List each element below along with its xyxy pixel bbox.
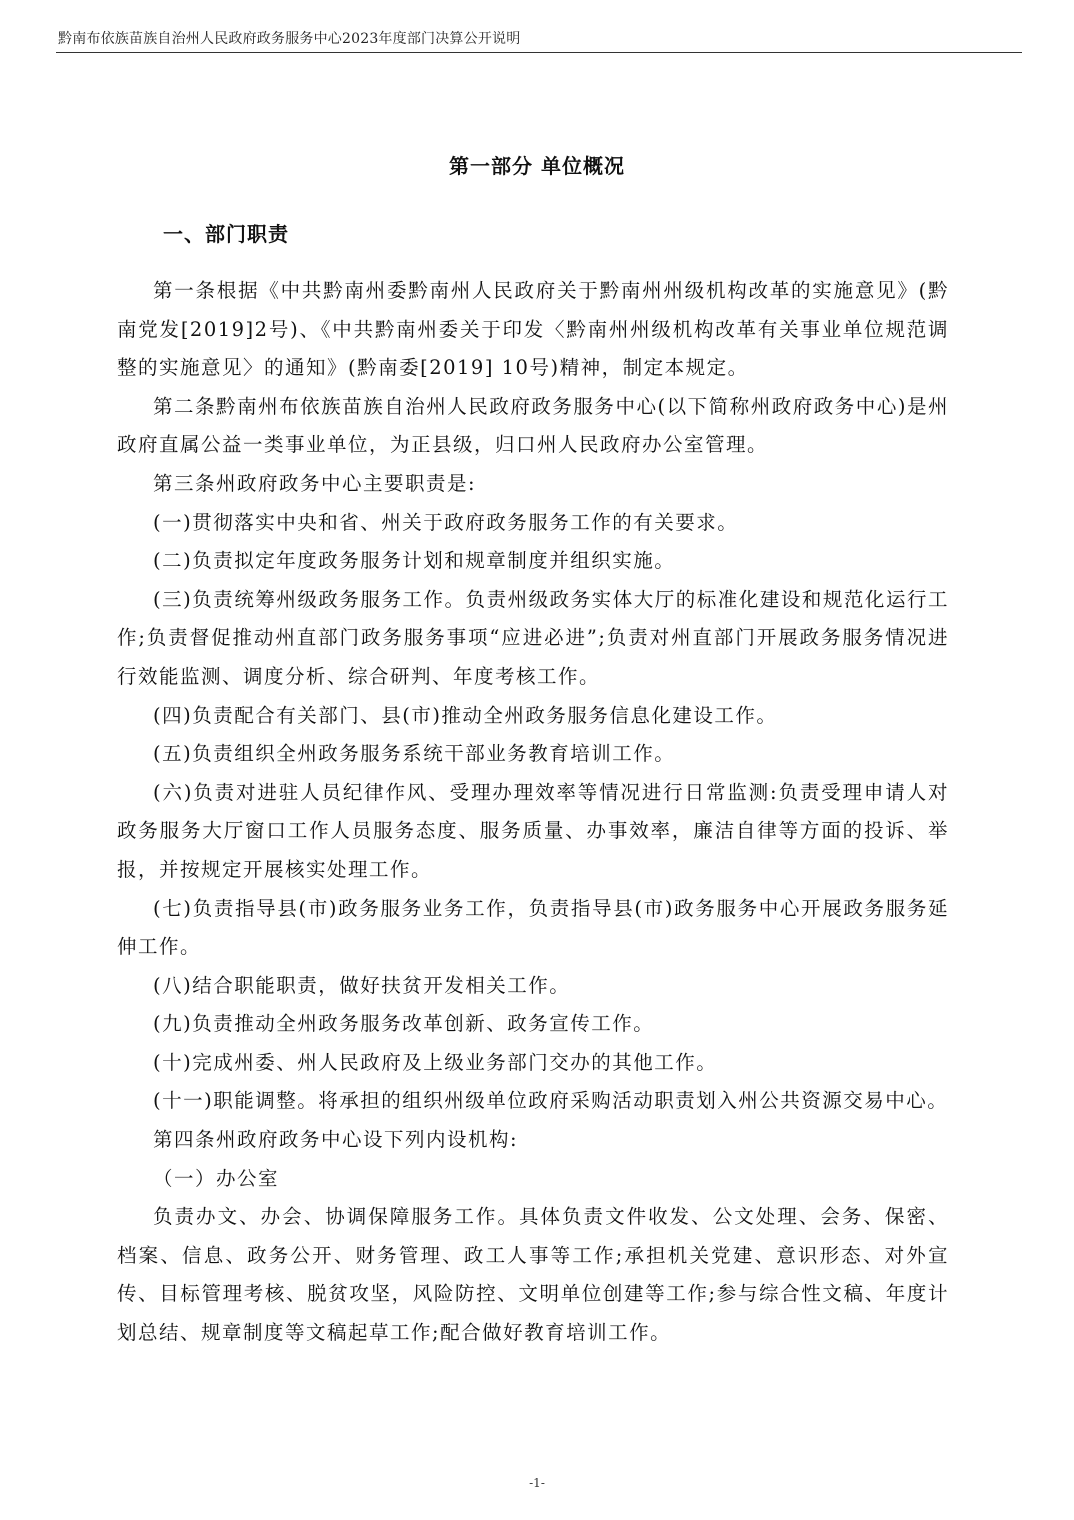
paragraph-duty-4: (四)负责配合有关部门、县(市)推动全州政务服务信息化建设工作。	[153, 703, 778, 727]
paragraph-duty-8: (八)结合职能职责，做好扶贫开发相关工作。	[153, 973, 571, 997]
section-heading: 一、部门职责	[163, 222, 289, 246]
body-text	[117, 272, 949, 1353]
part-title: 第一部分 单位概况	[449, 154, 625, 178]
paragraph-office-heading: （一）办公室	[153, 1166, 280, 1190]
paragraph-duty-10: (十)完成州委、州人民政府及上级业务部门交办的其他工作。	[153, 1050, 718, 1074]
paragraph-duty-6: (六)负责对进驻人员纪律作风、受理办理效率等情况进行日常监测:负责受理申请人对政务服务大厅窗口工作人员服务态度、服务质量、办事效率，廉洁自律等方面的投诉、举报，并按规定开展核实处理工作。	[117, 780, 949, 881]
paragraph-duty-5: (五)负责组织全州政务服务系统干部业务教育培训工作。	[153, 742, 676, 766]
paragraph-duty-1: (一)贯彻落实中央和省、州关于政府政务服务工作的有关要求。	[153, 510, 739, 534]
paragraph-duty-9: (九)负责推动全州政务服务改革创新、政务宣传工作。	[153, 1012, 655, 1036]
paragraph-office-duties: 负责办文、办会、协调保障服务工作。具体负责文件收发、公文处理、会务、保密、档案、信息、政务公开、财务管理、政工人事等工作;承担机关党建、意识形态、对外宣传、目标管理考核、脱贫攻坚，风险防控、文明单位创建等工作;参与综合性文稿、年度计划总结、规章制度等文稿起草工作;配合做好教育培训工作。	[117, 1205, 949, 1345]
page-number: -1-	[529, 1476, 545, 1490]
paragraph-duty-2: (二)负责拟定年度政务服务计划和规章制度并组织实施。	[153, 549, 676, 573]
paragraph-duty-3: (三)负责统筹州级政务服务工作。负责州级政务实体大厅的标准化建设和规范化运行工作;负责督促推动州直部门政务服务事项“应进必进”;负责对州直部门开展政务服务情况进行效能监测、调度分析、综合研判、年度考核工作。	[117, 587, 949, 688]
paragraph-article-1: 第一条根据《中共黔南州委黔南州人民政府关于黔南州州级机构改革的实施意见》(黔南党发[2019]2号)、《中共黔南州委关于印发〈黔南州州级机构改革有关事业单位规范调整的实施意见〉的通知》(黔南委[2019] 10号)精神，制定本规定。	[117, 279, 949, 380]
paragraph-duty-7: (七)负责指导县(市)政务服务业务工作，负责指导县(市)政务服务中心开展政务服务延伸工作。	[117, 896, 949, 959]
header-rule	[56, 52, 1022, 53]
running-header: 黔南布依族苗族自治州人民政府政务服务中心2023年度部门决算公开说明	[58, 31, 521, 47]
paragraph-duty-11: (十一)职能调整。将承担的组织州级单位政府采购活动职责划入州公共资源交易中心。	[153, 1089, 949, 1113]
paragraph-article-4: 第四条州政府政务中心设下列内设机构:	[153, 1128, 519, 1152]
paragraph-article-3: 第三条州政府政务中心主要职责是:	[153, 471, 477, 495]
paragraph-article-2: 第二条黔南州布依族苗族自治州人民政府政务服务中心(以下简称州政府政务中心)是州政府直属公益一类事业单位，为正县级，归口州人民政府办公室管理。	[117, 394, 949, 457]
